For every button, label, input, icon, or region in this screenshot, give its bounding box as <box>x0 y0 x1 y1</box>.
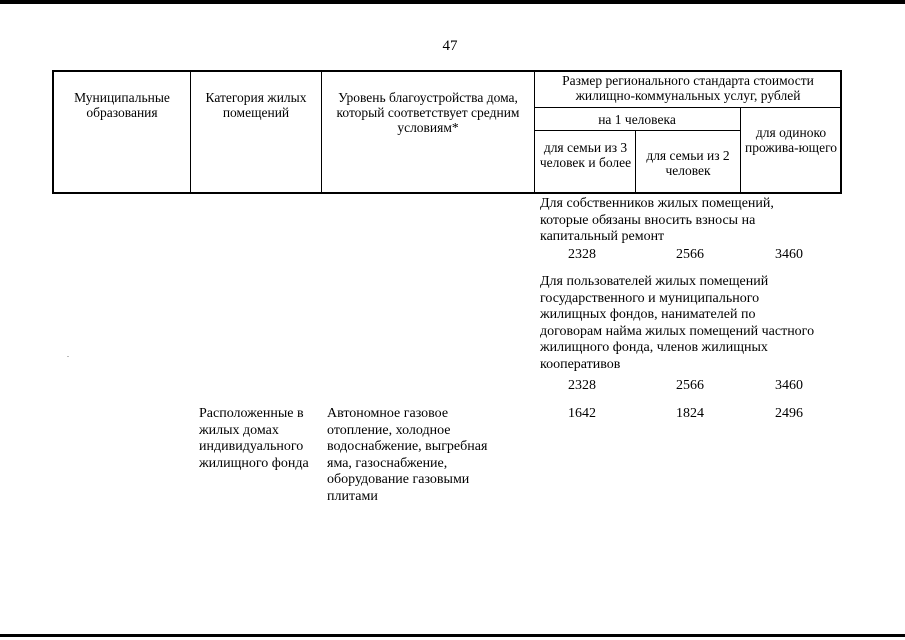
page-number: 47 <box>442 38 458 54</box>
per-person-line <box>534 130 740 131</box>
standard-subheader-line <box>534 107 841 108</box>
section2-value-single: 3460 <box>775 378 803 393</box>
header-single: для одиноко прожива-ющего <box>744 125 838 155</box>
table-header <box>52 70 842 194</box>
section1-value-family3: 2328 <box>568 247 596 262</box>
divider-1 <box>190 70 191 194</box>
row-level: Автономное газовое отопление, холодное водоснабжение, выгребная яма, газоснабжение, оборудование газовыми плитами <box>327 406 488 504</box>
header-border-right <box>840 70 842 194</box>
header-border-left <box>52 70 54 194</box>
section2-label: Для пользователей жилых помещений государственного и муниципального жилищных фондов, нанимателей по договорам найма жилых помещений частного жилищного фонда, членов жилищных кооперативов <box>540 274 815 372</box>
section1-label: Для собственников жилых помещений, которые обязаны вносить взносы на капитальный ремонт <box>540 196 774 244</box>
row-value-family3: 1642 <box>568 406 596 421</box>
row-value-family2: 1824 <box>676 406 704 421</box>
header-category: Категория жилых помещений <box>205 90 307 120</box>
section1-value-single: 3460 <box>775 247 803 262</box>
section2-value-family3: 2328 <box>568 378 596 393</box>
header-per-person: на 1 человека <box>598 112 676 127</box>
header-border-bottom <box>52 192 842 194</box>
bottom-border <box>0 634 905 637</box>
row-value-single: 2496 <box>775 406 803 421</box>
section1-value-family2: 2566 <box>676 247 704 262</box>
section2-value-family2: 2566 <box>676 378 704 393</box>
row-category: Расположенные в жилых домах индивидуального жилищного фонда <box>199 406 309 471</box>
header-level: Уровень благоустройства дома, который соответствует средним условиям* <box>336 90 520 135</box>
header-family3: для семьи из 3 человек и более <box>539 140 632 170</box>
header-border-top <box>52 70 842 72</box>
divider-3 <box>534 70 535 194</box>
divider-4 <box>635 130 636 194</box>
header-municipal: Муниципальные образования <box>74 90 170 120</box>
scan-speck <box>67 356 69 357</box>
header-family2: для семьи из 2 человек <box>646 148 730 178</box>
divider-2 <box>321 70 322 194</box>
divider-5 <box>740 107 741 194</box>
header-standard: Размер регионального стандарта стоимости жилищно-коммунальных услуг, рублей <box>562 73 814 103</box>
top-border <box>0 0 905 4</box>
